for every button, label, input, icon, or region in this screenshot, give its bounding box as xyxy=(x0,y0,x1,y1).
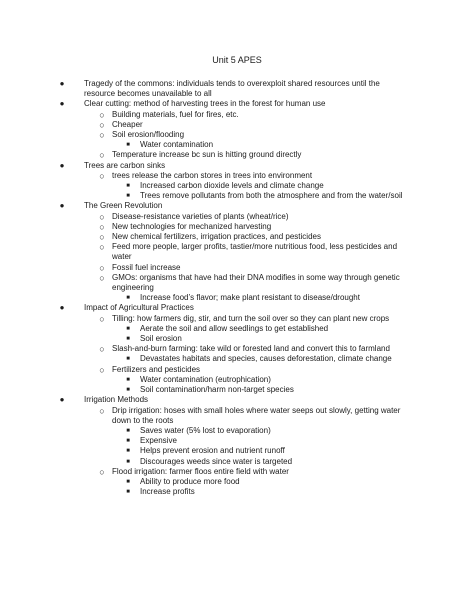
list-item xyxy=(0,467,474,477)
list-item xyxy=(0,99,474,109)
list-item xyxy=(0,171,474,181)
list-item-text: Devastates habitats and species, causes deforestation, climate change xyxy=(140,354,392,364)
list-item-text: Trees remove pollutants from both the atmosphere and from the water/soil xyxy=(140,191,403,201)
bullet-icon: ● xyxy=(59,79,65,88)
list-item xyxy=(0,477,474,487)
bullet-icon: ■ xyxy=(126,193,130,200)
list-item-text: Saves water (5% lost to evaporation) xyxy=(140,425,271,435)
list-item-text: Aerate the soil and allow seedlings to get established xyxy=(140,323,329,333)
list-item-text: Ability to produce more food xyxy=(140,476,240,486)
list-item-text: Discourages weeds since water is targeted xyxy=(140,456,293,466)
list-item xyxy=(0,273,474,293)
list-item-text: New technologies for mechanized harvesting xyxy=(112,221,272,231)
list-item xyxy=(0,406,474,426)
bullet-icon: ■ xyxy=(126,478,130,485)
list-item-text: Increase profits xyxy=(140,487,195,497)
list-item-text: Helps prevent erosion and nutrient runoff xyxy=(140,446,285,456)
list-item-text: Soil contamination/harm non-target species xyxy=(140,385,294,395)
list-item-text: Slash-and-burn farming: take wild or forested land and convert this to farmland xyxy=(112,344,390,354)
bullet-icon: ● xyxy=(59,303,65,313)
list-item xyxy=(0,140,474,150)
bullet-icon: ● xyxy=(59,201,65,211)
list-item xyxy=(0,120,474,130)
list-item-text: Tragedy of the commons: individuals tends to overexploit shared resources until the resource becomes unavailable to all xyxy=(84,79,380,99)
bullet-icon: ■ xyxy=(126,387,130,394)
bullet-icon: ■ xyxy=(126,356,130,363)
list-item xyxy=(0,293,474,303)
list-item-text: New chemical fertilizers, irrigation practices, and pesticides xyxy=(112,232,321,242)
document-title: Unit 5 APES xyxy=(212,55,262,65)
bullet-icon: ■ xyxy=(126,427,130,434)
bullet-icon: ○ xyxy=(99,130,105,141)
bullet-icon: ○ xyxy=(99,150,105,161)
list-item xyxy=(0,263,474,273)
bullet-icon: ■ xyxy=(126,183,130,190)
list-item xyxy=(0,334,474,344)
list-item-text: Water contamination (eutrophication) xyxy=(140,374,271,384)
list-item-text: Feed more people, larger profits, tastier/more nutritious food, less pesticides and water xyxy=(112,242,398,262)
bullet-icon: ○ xyxy=(99,405,105,416)
bullet-icon: ○ xyxy=(99,211,105,222)
list-item-text: Cheaper xyxy=(112,119,143,129)
list-item xyxy=(0,354,474,364)
bullet-icon: ■ xyxy=(126,489,130,496)
list-item-text: Disease-resistance varieties of plants (wheat/rice) xyxy=(112,211,289,221)
bullet-icon: ○ xyxy=(99,109,105,120)
list-item xyxy=(0,303,474,313)
bullet-icon: ○ xyxy=(99,232,105,243)
list-item xyxy=(0,314,474,324)
list-item xyxy=(0,242,474,262)
list-item xyxy=(0,191,474,201)
list-item-text: Impact of Agricultural Practices xyxy=(84,303,194,313)
list-item-text: Flood irrigation: farmer floos entire field with water xyxy=(112,466,289,476)
list-item-text: Soil erosion/flooding xyxy=(112,130,185,140)
list-item-text: Fertilizers and pesticides xyxy=(112,364,201,374)
bullet-icon: ○ xyxy=(99,364,105,375)
bullet-icon: ■ xyxy=(126,376,130,383)
list-item xyxy=(0,385,474,395)
list-item xyxy=(0,436,474,446)
list-item xyxy=(0,232,474,242)
list-item-text: Drip irrigation: hoses with small holes where water seeps out slowly, getting water down to the roots xyxy=(112,405,401,425)
list-item xyxy=(0,130,474,140)
list-item xyxy=(0,161,474,171)
bullet-icon: ■ xyxy=(126,458,130,465)
list-item-text: Fossil fuel increase xyxy=(112,262,181,272)
bullet-icon: ● xyxy=(59,99,65,109)
list-item-text: GMOs: organisms that have had their DNA modifies in some way through genetic engineering xyxy=(112,272,400,293)
list-item-text: Building materials, fuel for fires, etc. xyxy=(112,109,239,119)
list-item xyxy=(0,395,474,405)
list-item-text: Increase food’s flavor; make plant resistant to disease/drought xyxy=(140,293,360,303)
bullet-icon: ○ xyxy=(99,242,105,253)
list-item-text: Expensive xyxy=(140,436,177,446)
bullet-icon: ○ xyxy=(99,313,105,324)
list-item xyxy=(0,181,474,191)
list-item-text: Water contamination xyxy=(140,140,214,150)
list-item xyxy=(0,222,474,232)
bullet-icon: ○ xyxy=(99,119,105,130)
bullet-icon: ■ xyxy=(126,325,130,332)
list-item xyxy=(0,375,474,385)
bullet-icon: ■ xyxy=(126,142,130,149)
bullet-icon: ○ xyxy=(99,170,105,181)
list-item xyxy=(0,110,474,120)
bullet-icon: ○ xyxy=(99,262,105,273)
list-item-text: The Green Revolution xyxy=(84,201,163,211)
bullet-icon: ● xyxy=(59,160,65,170)
bullet-icon: ○ xyxy=(99,344,105,355)
bullet-icon: ● xyxy=(59,395,65,405)
bullet-icon: ○ xyxy=(99,466,105,477)
list-item xyxy=(0,487,474,497)
bullet-icon: ○ xyxy=(99,272,105,283)
bullet-icon: ■ xyxy=(126,336,130,343)
bullet-icon: ○ xyxy=(99,221,105,232)
list-item xyxy=(0,344,474,354)
bullet-icon: ■ xyxy=(126,448,130,455)
list-item-text: Irrigation Methods xyxy=(84,395,149,405)
list-item xyxy=(0,79,474,99)
list-item-text: Clear cutting: method of harvesting trees in the forest for human use xyxy=(84,99,326,109)
list-item xyxy=(0,212,474,222)
list-item xyxy=(0,446,474,456)
list-item-text: Temperature increase bc sun is hitting ground directly xyxy=(112,150,302,160)
bullet-icon: ■ xyxy=(126,438,130,445)
bullet-icon: ■ xyxy=(126,295,130,302)
list-item-text: trees release the carbon stores in trees into environment xyxy=(112,170,313,180)
notes-list xyxy=(0,79,474,497)
list-item-text: Increased carbon dioxide levels and climate change xyxy=(140,181,324,191)
list-item xyxy=(0,426,474,436)
list-item-text: Tilling: how farmers dig, stir, and turn the soil over so they can plant new crops xyxy=(112,313,390,323)
list-item xyxy=(0,324,474,334)
list-item xyxy=(0,457,474,467)
list-item-text: Soil erosion xyxy=(140,334,182,344)
list-item xyxy=(0,150,474,160)
list-item-text: Trees are carbon sinks xyxy=(84,160,166,170)
list-item xyxy=(0,365,474,375)
list-item xyxy=(0,201,474,211)
